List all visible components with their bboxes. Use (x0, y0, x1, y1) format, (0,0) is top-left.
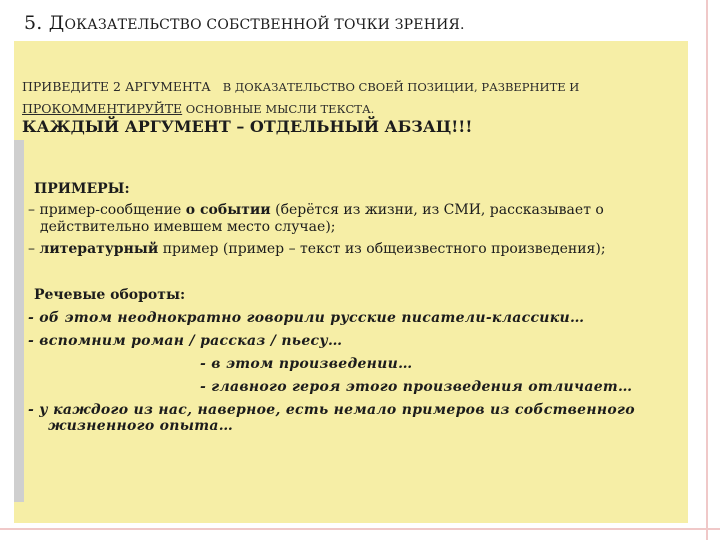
example-item-2 (28, 241, 606, 257)
speech-heading: Речевые обороты: (34, 287, 186, 303)
speech-line-4: - главного героя этого произведения отличает… (200, 379, 633, 395)
examples-heading: ПРИМЕРЫ: (34, 181, 130, 197)
instruction-line-2 (22, 101, 374, 116)
example-2-text: пример (пример – текст из общеизвестного произведения); (158, 241, 606, 257)
example-item-1-continued: действительно имевшем место случае); (40, 219, 336, 235)
example-1-bold: о событии (185, 202, 271, 218)
instruction-underlined: ПРОКОММЕНТИРУЙТЕ (22, 101, 183, 116)
example-item-1 (28, 202, 604, 219)
decorative-border-right (706, 0, 708, 540)
speech-line-3: - в этом произведении… (200, 356, 413, 372)
instruction-emphasis: КАЖДЫЙ АРГУМЕНТ – ОТДЕЛЬНЫЙ АБЗАЦ!!! (22, 117, 473, 136)
decorative-border-bottom (0, 528, 720, 530)
example-2-dash: – (28, 241, 40, 257)
example-1-text-rest: (берётся из жизни, из СМИ, рассказывает о (270, 202, 604, 218)
instruction-lead: ПРИВЕДИТЕ 2 АРГУМЕНТА (22, 79, 211, 94)
example-1-text: – пример-сообщение (28, 202, 186, 218)
instruction-line-1-rest: В ДОКАЗАТЕЛЬСТВО СВОЕЙ ПОЗИЦИИ, РАЗВЕРНИТЕ И (222, 80, 580, 94)
title-rest: ОКАЗАТЕЛЬСТВО СОБСТВЕННОЙ ТОЧКИ ЗРЕНИЯ. (64, 17, 465, 33)
speech-line-6: жизненного опыта… (48, 418, 234, 434)
title-capital: Д (48, 12, 65, 34)
example-2-bold: литературный (39, 241, 159, 257)
slide-title (24, 12, 465, 34)
panel-strip (14, 140, 24, 502)
speech-line-5: - у каждого из нас, наверное, есть немало примеров из собственного (28, 402, 635, 418)
instruction-line-1 (22, 79, 579, 94)
speech-line-1: - об этом неоднократно говорили русские писатели-классики… (28, 310, 585, 326)
speech-line-2: - вспомним роман / рассказ / пьесу… (28, 333, 343, 349)
instruction-line-2-rest: ОСНОВНЫЕ МЫСЛИ ТЕКСТА. (182, 102, 375, 116)
title-number: 5. (24, 12, 49, 34)
